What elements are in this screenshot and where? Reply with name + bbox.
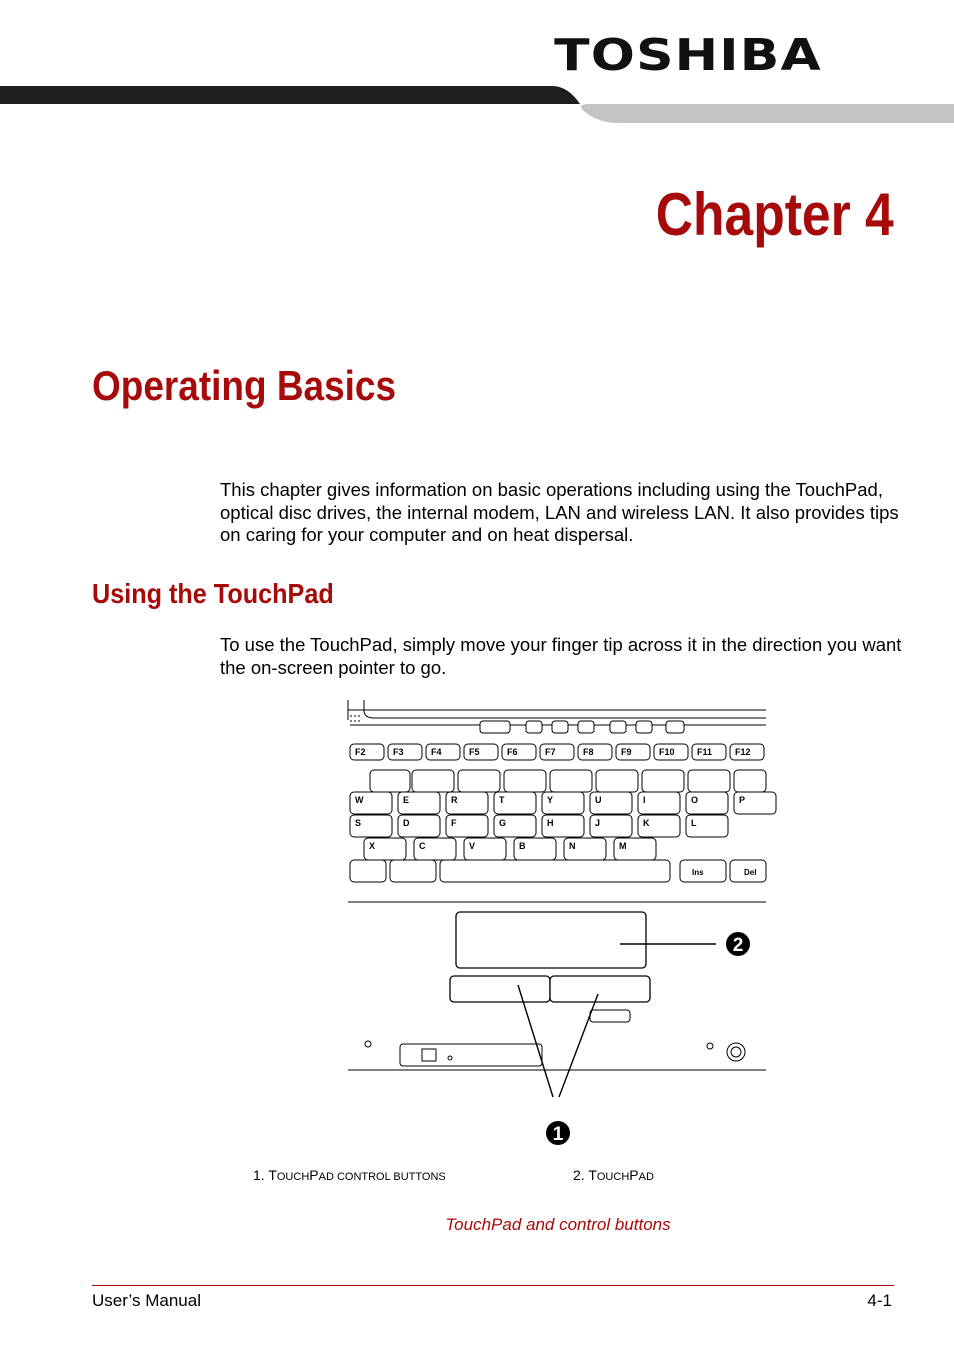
letter-b-key-label: K	[643, 818, 650, 828]
callout-2-label: 2	[732, 935, 744, 956]
function-key-label: F5	[469, 747, 480, 757]
legend-2-rest: AD	[638, 1171, 654, 1183]
letter-a-key-label: P	[739, 795, 746, 805]
touchpad-control-buttons	[450, 976, 650, 1002]
letter-a-key-label: W	[355, 795, 364, 805]
letter-b-key-label: G	[499, 818, 507, 828]
letter-c-key-label: N	[569, 841, 576, 851]
letter-b-key-label: L	[691, 818, 697, 828]
number-key-row	[370, 770, 766, 792]
legend-1-prefix: 1. T	[253, 1167, 277, 1183]
brand-logo: TOSHIBA	[554, 30, 822, 81]
body-paragraph: To use the TouchPad, simply move your finger tip across it in the direction you want the on-screen pointer to go.	[220, 634, 902, 678]
intro-paragraph: This chapter gives information on basic operations including using the TouchPad, optical disc drives, the internal modem, LAN and wireless LAN. It also provides tips on caring for your computer and on heat dispersal.	[220, 479, 899, 545]
function-key-label: F3	[393, 747, 404, 757]
legend-touchpad	[573, 1167, 654, 1183]
letter-b-key-label: H	[547, 818, 554, 828]
touchpad	[456, 912, 646, 968]
fingerprint-slot	[590, 1010, 630, 1022]
right-click-button	[550, 976, 650, 1002]
hotkey-buttons	[480, 721, 684, 733]
function-key-label: F2	[355, 747, 366, 757]
function-key-label: F9	[621, 747, 632, 757]
letter-b-key-label: D	[403, 818, 410, 828]
letter-b-key-label: S	[355, 818, 362, 828]
legend-2-prefix: 2. T	[573, 1167, 597, 1183]
letter-row-c	[364, 838, 656, 860]
letter-a-key-label: U	[595, 795, 602, 805]
vent-grille	[350, 716, 362, 721]
footer-manual-title: User’s Manual	[92, 1291, 201, 1310]
letter-c-key-label: X	[369, 841, 376, 851]
letter-a-key-label: O	[691, 795, 699, 805]
function-key-label: F10	[659, 747, 675, 757]
letter-b-key-label: J	[595, 818, 601, 828]
letter-c-key-label: V	[469, 841, 476, 851]
function-key-label: F7	[545, 747, 556, 757]
touchpad-figure	[330, 690, 780, 1160]
footer-rule	[92, 1285, 894, 1286]
legend-1-rest: AD CONTROL BUTTONS	[318, 1171, 446, 1183]
callout-1-label: 1	[552, 1124, 564, 1145]
letter-a-key-label: T	[499, 795, 505, 805]
letter-row-a	[350, 792, 776, 814]
legend-1-mid: P	[309, 1167, 319, 1183]
letter-a-key-label: R	[451, 795, 458, 805]
callout-2	[726, 932, 750, 956]
function-key-label: F8	[583, 747, 594, 757]
function-key-row	[350, 744, 764, 760]
function-key-label: F6	[507, 747, 518, 757]
letter-b-key-label: F	[451, 818, 457, 828]
bottom-key-row	[350, 860, 766, 882]
subsection-title: Using the TouchPad	[92, 578, 334, 609]
ins-key-label: Ins	[692, 868, 704, 877]
function-key-label: F12	[735, 747, 751, 757]
letter-c-key-label: C	[419, 841, 426, 851]
function-key-label: F4	[431, 747, 442, 757]
del-key-label: Del	[744, 868, 757, 877]
front-edge	[348, 1041, 766, 1070]
chapter-title: Chapter 4	[655, 181, 894, 248]
section-title: Operating Basics	[92, 362, 397, 409]
keyboard	[350, 744, 776, 882]
legend-touchpad-buttons	[253, 1167, 446, 1183]
letter-c-key-label: M	[619, 841, 627, 851]
callout-1	[546, 1121, 570, 1145]
letter-a-key-label: I	[643, 795, 646, 805]
function-key-label: F11	[697, 747, 713, 757]
left-click-button	[450, 976, 550, 1002]
letter-row-b	[350, 815, 728, 837]
legend-2-small: OUCH	[596, 1171, 630, 1183]
figure-caption: TouchPad and control buttons	[445, 1215, 671, 1234]
legend-1-small: OUCH	[276, 1171, 310, 1183]
letter-c-key-label: B	[519, 841, 526, 851]
letter-a-key-label: Y	[547, 795, 554, 805]
letter-a-key-label: E	[403, 795, 410, 805]
legend-2-mid: P	[629, 1167, 639, 1183]
page-number: 4-1	[867, 1291, 892, 1310]
